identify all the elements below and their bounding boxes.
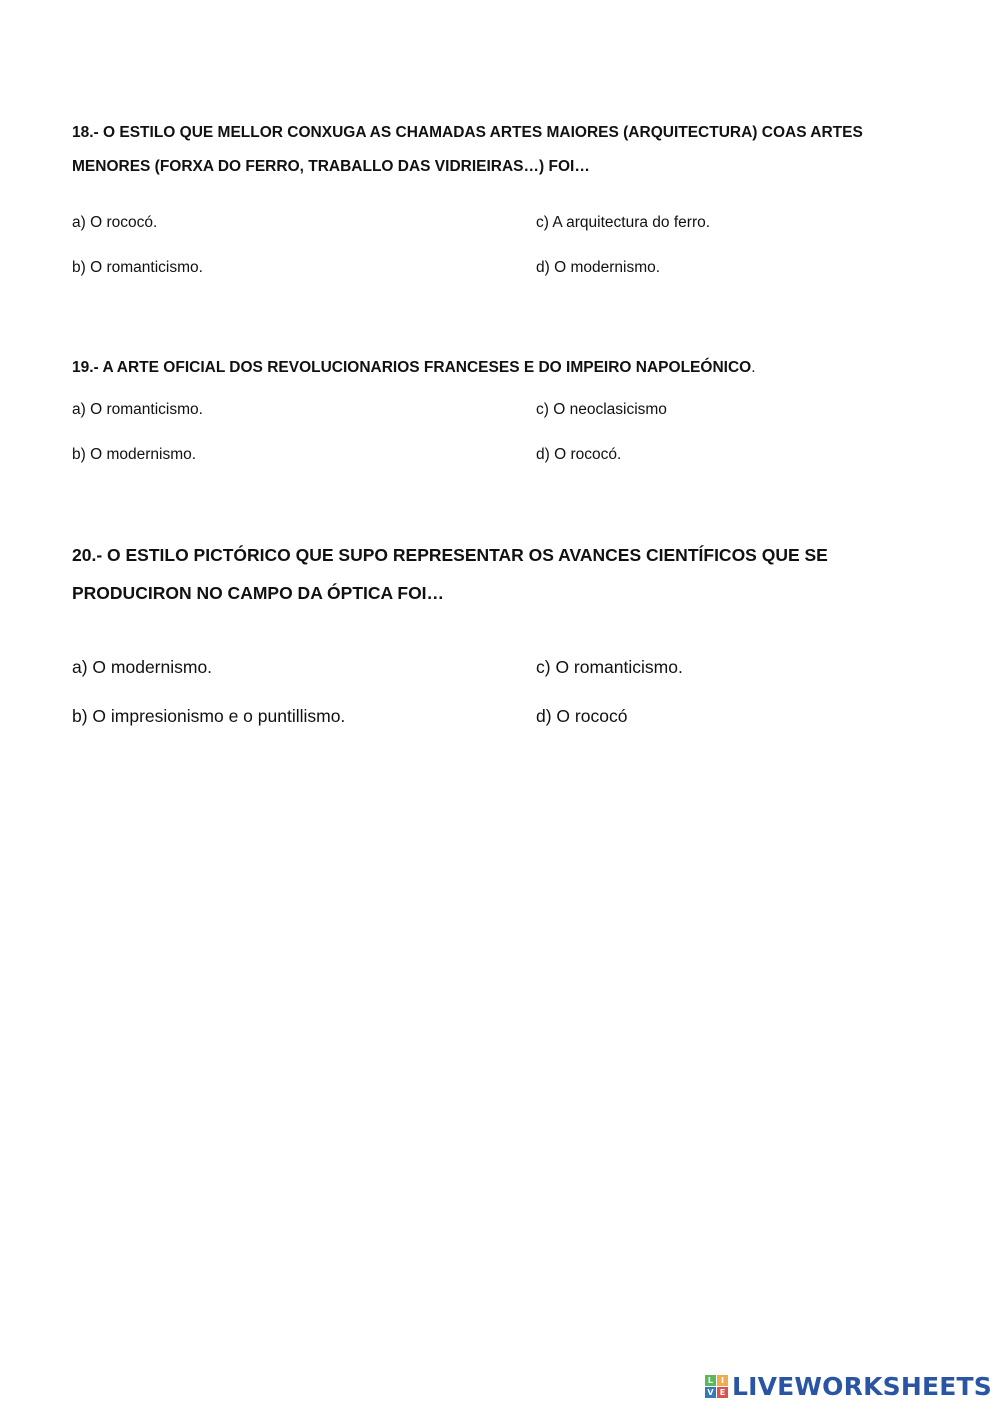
option-c[interactable]: c) A arquitectura do ferro. — [536, 214, 711, 231]
question-19-title: 19.- A ARTE OFICIAL DOS REVOLUCIONARIOS FRANCESES E DO IMPEIRO NAPOLEÓNICO — [72, 359, 752, 376]
question-19-title-line — [72, 356, 942, 380]
option-c[interactable]: c) O romanticismo. — [536, 657, 683, 677]
option-b[interactable]: b) O romanticismo. — [72, 259, 203, 276]
question-19 — [72, 356, 942, 481]
logo-mark-letter: E — [717, 1387, 728, 1398]
question-20-title: 20.- O ESTILO PICTÓRICO QUE SUPO REPRESENTAR OS AVANCES CIENTÍFICOS QUE SE PRODUCIRON NO CAMPO DA ÓPTICA FOI… — [72, 545, 828, 603]
option-a[interactable]: a) O modernismo. — [72, 657, 213, 677]
logo-mark-letter: V — [705, 1387, 716, 1398]
option-d[interactable]: d) O rococó — [536, 706, 628, 726]
question-18 — [72, 116, 942, 294]
question-18-title: 18.- O ESTILO QUE MELLOR CONXUGA AS CHAMADAS ARTES MAIORES (ARQUITECTURA) COAS ARTES MENORES (FORXA DO FERRO, TRABALLO DAS VIDRIEIRAS…) FOI… — [72, 124, 863, 175]
option-b[interactable]: b) O impresionismo e o puntillismo. — [72, 706, 346, 726]
option-d[interactable]: d) O rococó. — [536, 446, 622, 463]
logo-mark-icon — [705, 1375, 728, 1398]
question-19-title-suffix: . — [751, 359, 756, 376]
option-c[interactable]: c) O neoclasicismo — [536, 401, 667, 418]
question-20 — [72, 536, 942, 737]
question-20-options — [72, 657, 942, 737]
liveworksheets-logo — [705, 1372, 992, 1401]
option-a[interactable]: a) O romanticismo. — [72, 401, 203, 418]
logo-mark-letter: I — [717, 1375, 728, 1386]
option-d[interactable]: d) O modernismo. — [536, 259, 661, 276]
logo-mark-letter: L — [705, 1375, 716, 1386]
logo-text: LIVEWORKSHEETS — [731, 1372, 992, 1401]
option-b[interactable]: b) O modernismo. — [72, 446, 197, 463]
option-a[interactable]: a) O rococó. — [72, 214, 158, 231]
question-19-options — [72, 401, 942, 481]
question-18-options — [72, 214, 942, 294]
